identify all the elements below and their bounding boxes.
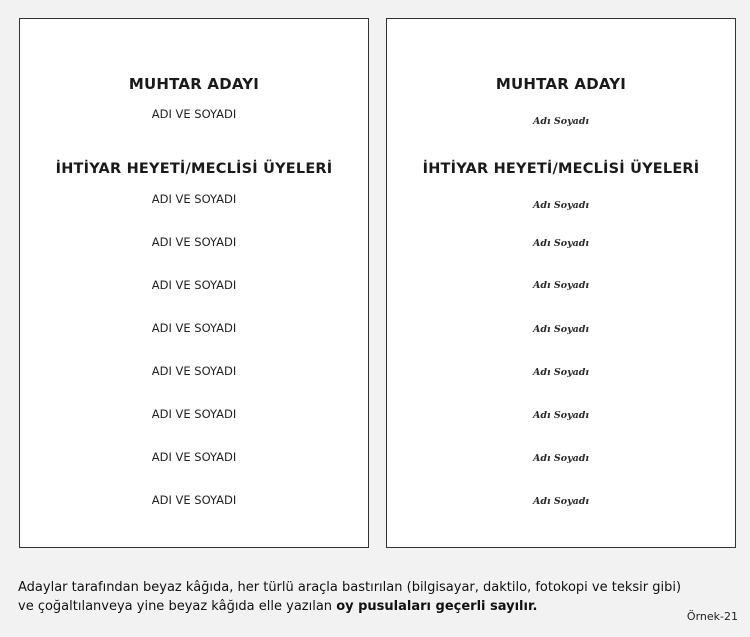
caption-emphasis: oy pusulaları geçerli sayılır. (336, 599, 538, 614)
council-members-heading: İHTİYAR HEYETİ/MECLİSİ ÜYELERİ (55, 161, 333, 177)
council-member-name: ADI VE SOYADI (151, 450, 237, 464)
caption-line-2-text: ve çoğaltılanveya yine beyaz kâğıda elle yazılan (18, 599, 337, 614)
council-member-name: ADI VE SOYADI (151, 407, 237, 421)
mayor-candidate-name: ADI VE SOYADI (151, 107, 237, 121)
caption-text (18, 578, 708, 616)
caption-line-1: Adaylar tarafından beyaz kâğıda, her türlü araçla bastırılan (bilgisayar, daktilo, fotokopi ve teksir gibi) (18, 580, 682, 595)
council-member-name: ADI VE SOYADI (151, 192, 237, 206)
council-member-name: ADI VE SOYADI (151, 278, 237, 292)
council-member-name: ADI VE SOYADI (151, 364, 237, 378)
mayor-candidate-name-handwritten: Adı Soyadı (532, 116, 590, 127)
caption-line-2 (18, 597, 708, 616)
council-member-name-handwritten: Adı Soyadı (532, 238, 590, 249)
printed-ballot (19, 18, 369, 548)
council-member-name-handwritten: Adı Soyadı (532, 496, 590, 507)
council-member-name: ADI VE SOYADI (151, 235, 237, 249)
council-member-name-handwritten: Adı Soyadı (532, 453, 590, 464)
mayor-candidate-heading: MUHTAR ADAYI (495, 75, 627, 93)
council-member-name: ADI VE SOYADI (151, 493, 237, 507)
council-member-name-handwritten: Adı Soyadı (532, 324, 590, 335)
council-member-name: ADI VE SOYADI (151, 321, 237, 335)
council-member-name-handwritten: Adı Soyadı (532, 367, 590, 378)
mayor-candidate-heading: MUHTAR ADAYI (128, 75, 260, 93)
council-member-name-handwritten: Adı Soyadı (532, 410, 590, 421)
handwritten-ballot (386, 18, 736, 548)
council-members-heading: İHTİYAR HEYETİ/MECLİSİ ÜYELERİ (422, 161, 700, 177)
example-number: Örnek-21 (686, 610, 738, 623)
council-member-name-handwritten: Adı Soyadı (532, 280, 590, 291)
council-member-name-handwritten: Adı Soyadı (532, 200, 590, 211)
